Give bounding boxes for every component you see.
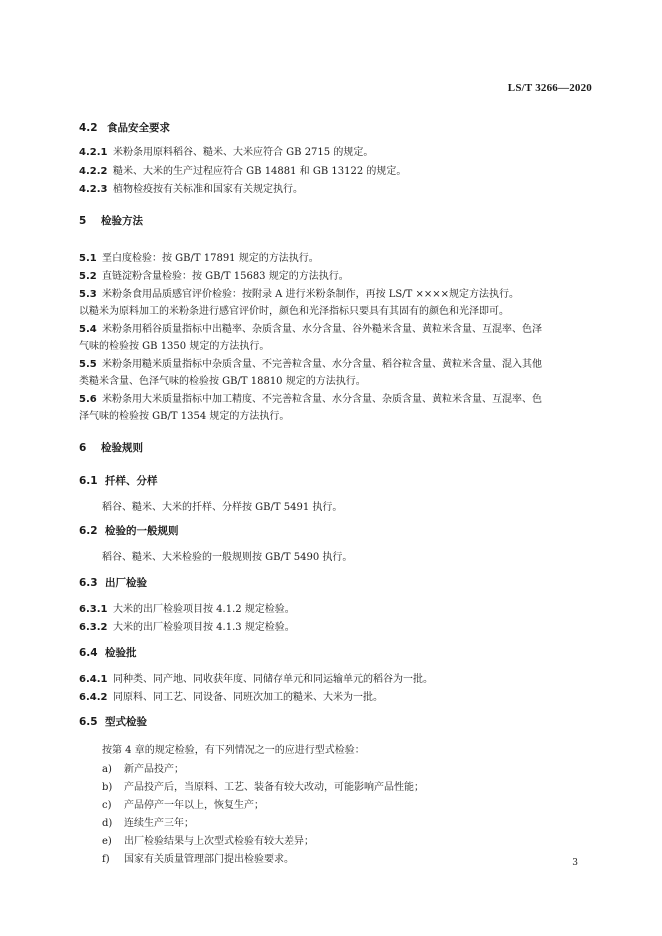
clause-4-2-2 (79, 162, 406, 177)
clause-5-5 (79, 355, 542, 370)
list-text: 产品投产后，当原料、工艺、装备有较大改动，可能影响产品性能； (124, 782, 424, 793)
list-marker: f) (102, 854, 110, 865)
section-title: 扦样、分样 (105, 475, 158, 487)
section-6-2-heading (79, 523, 179, 538)
clause-number: 4.2.2 (79, 166, 108, 177)
clause-text: 米粉条用糙米质量指标中杂质含量、不完善粒含量、水分含量、稻谷粒含量、黄粒米含量、混入其他 (102, 359, 542, 370)
section-6-3-heading (79, 575, 147, 590)
section-title: 检验批 (105, 647, 137, 659)
section-6-heading (79, 440, 143, 455)
section-title: 检验规则 (101, 442, 143, 454)
clause-number: 5.6 (79, 394, 97, 405)
section-title: 检验的一般规则 (105, 525, 179, 537)
section-6-5-intro: 按第 4 章的规定检验，有下列情况之一的应进行型式检验： (102, 745, 365, 756)
clause-text: 同原料、同工艺、同设备、同班次加工的糙米、大米为一批。 (113, 692, 383, 703)
clause-4-2-1 (79, 143, 373, 158)
list-text: 产品停产一年以上，恢复生产； (124, 800, 264, 811)
section-number: 6.2 (79, 525, 98, 537)
section-number: 6.1 (79, 475, 98, 487)
list-text: 连续生产三年； (124, 818, 194, 829)
list-item (102, 814, 194, 829)
clause-text: 米粉条用稻谷质量指标中出糙率、杂质含量、水分含量、谷外糙米含量、黄粒米含量、互混率、色泽 (102, 324, 542, 335)
clause-number: 6.4.1 (79, 674, 108, 685)
section-number: 6 (79, 442, 87, 454)
clause-text: 植物检疫按有关标准和国家有关规定执行。 (113, 184, 303, 195)
clause-number: 5.5 (79, 359, 97, 370)
list-marker: b) (102, 782, 113, 793)
section-6-1-body: 稻谷、糙米、大米的扦样、分样按 GB/T 5491 执行。 (102, 502, 343, 513)
section-number: 6.4 (79, 647, 98, 659)
clause-number: 6.3.2 (79, 622, 108, 633)
section-6-5-heading (79, 714, 147, 729)
section-number: 6.5 (79, 716, 98, 728)
list-item (102, 832, 314, 847)
section-title: 食品安全要求 (107, 122, 170, 134)
clause-number: 5.4 (79, 324, 97, 335)
clause-5-4-continuation: 气味的检验按 GB 1350 规定的方法执行。 (79, 341, 270, 352)
document-code: LS/T 3266—2020 (507, 82, 592, 94)
list-item (102, 778, 424, 793)
list-marker: a) (102, 764, 112, 775)
clause-text: 大米的出厂检验项目按 4.1.3 规定检验。 (113, 622, 295, 633)
clause-text: 米粉条食用品质感官评价检验：按附录 A 进行米粉条制作，再按 LS/T ××××规定方法执行。 (102, 289, 519, 300)
clause-number: 4.2.1 (79, 147, 108, 158)
list-marker: e) (102, 836, 112, 847)
clause-5-1 (79, 249, 319, 264)
clause-5-3 (79, 285, 519, 300)
clause-number: 5.2 (79, 271, 97, 282)
list-text: 国家有关质量管理部门提出检验要求。 (124, 854, 294, 865)
clause-5-3-continuation: 以糙米为原料加工的米粉条进行感官评价时，颜色和光泽指标只要具有其固有的颜色和光泽即可。 (79, 306, 509, 317)
list-marker: c) (102, 800, 112, 811)
list-marker: d) (102, 818, 113, 829)
page-number: 3 (572, 858, 578, 868)
clause-6-4-2 (79, 688, 383, 703)
clause-number: 6.3.1 (79, 604, 108, 615)
clause-number: 4.2.3 (79, 184, 108, 195)
list-text: 新产品投产； (124, 764, 184, 775)
clause-6-3-1 (79, 600, 295, 615)
section-6-4-heading (79, 645, 137, 660)
clause-text: 大米的出厂检验项目按 4.1.2 规定检验。 (113, 604, 295, 615)
section-number: 6.3 (79, 577, 98, 589)
clause-6-3-2 (79, 618, 295, 633)
section-4-2-heading (79, 120, 170, 135)
section-5-heading (79, 213, 143, 228)
list-item (102, 796, 264, 811)
clause-5-6 (79, 390, 542, 405)
clause-number: 5.1 (79, 253, 97, 264)
list-item (102, 760, 184, 775)
list-text: 出厂检验结果与上次型式检验有较大差异； (124, 836, 314, 847)
clause-text: 米粉条用大米质量指标中加工精度、不完善粒含量、水分含量、杂质含量、黄粒米含量、互混率、色 (102, 394, 542, 405)
section-6-2-body: 稻谷、糙米、大米检验的一般规则按 GB/T 5490 执行。 (102, 552, 353, 563)
clause-text: 垩白度检验：按 GB/T 17891 规定的方法执行。 (102, 253, 319, 264)
clause-6-4-1 (79, 670, 433, 685)
clause-5-4 (79, 320, 542, 335)
clause-text: 糙米、大米的生产过程应符合 GB 14881 和 GB 13122 的规定。 (113, 166, 407, 177)
clause-number: 5.3 (79, 289, 97, 300)
clause-5-6-continuation: 泽气味的检验按 GB/T 1354 规定的方法执行。 (79, 411, 290, 422)
section-title: 出厂检验 (105, 577, 147, 589)
clause-4-2-3 (79, 180, 303, 195)
section-title: 检验方法 (101, 215, 143, 227)
list-item (102, 850, 294, 865)
section-title: 型式检验 (105, 716, 147, 728)
clause-number: 6.4.2 (79, 692, 108, 703)
clause-5-5-continuation: 类糙米含量、色泽气味的检验按 GB/T 18810 规定的方法执行。 (79, 376, 366, 387)
clause-text: 同种类、同产地、同收获年度、同储存单元和同运输单元的稻谷为一批。 (113, 674, 433, 685)
section-6-1-heading (79, 473, 158, 488)
section-number: 5 (79, 215, 87, 227)
clause-text: 直链淀粉含量检验：按 GB/T 15683 规定的方法执行。 (102, 271, 349, 282)
clause-5-2 (79, 267, 349, 282)
section-number: 4.2 (79, 122, 98, 134)
clause-text: 米粉条用原料稻谷、糙米、大米应符合 GB 2715 的规定。 (113, 147, 374, 158)
